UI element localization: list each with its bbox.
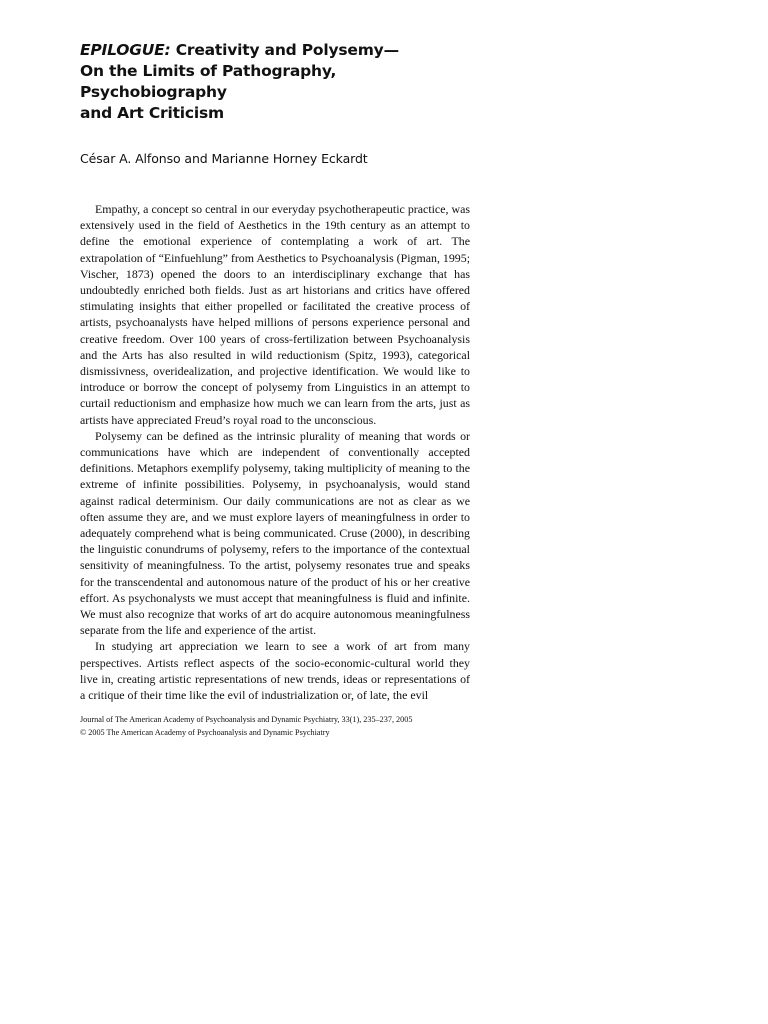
paragraph-art-appreciation: In studying art appreciation we learn to see a work of art from many perspectives. Artists reflect aspects of the socio-economic-cultural world they live in, creating artistic representations of new trends, ideas or representations of a critique of their time like the evil of industrialization or, of late, the evil: [80, 639, 470, 703]
title-line-2: On the Limits of Pathography, Psychobiography: [80, 62, 337, 101]
article-page: [80, 40, 470, 703]
article-authors: César A. Alfonso and Marianne Horney Eckardt: [80, 151, 368, 166]
paragraph-polysemy: Polysemy can be defined as the intrinsic plurality of meaning that words or communications have which are independent of conventionally accepted definitions. Metaphors exemplify polysemy, taking multiplicity of meaning to the extreme of infinite possibilities. Polysemy, in psychoanalysis, would stand against radical determinism. Our daily communications are not as clear as we often assume they are, and we must explore layers of meaningfulness in order to adequately comprehend what is being communicated. Cruse (2000), in describing the linguistic conundrums of polysemy, refers to the importance of the contextual sensitivity of meaningfulness. To the artist, polysemy resonates true and speaks for the transcendental and autonomous nature of the product of his or her creative effort. As psychonalysts we must accept that meaningfulness is fluid and infinite. We must also recognize that works of art do acquire autonomous meaningfulness separate from the life and experience of the artist.: [80, 428, 470, 638]
title-line-3: and Art Criticism: [80, 104, 224, 122]
article-body: [80, 201, 470, 703]
title-line-1: Creativity and Polysemy—: [175, 41, 399, 59]
copyright-notice: © 2005 The American Academy of Psychoanalysis and Dynamic Psychiatry: [80, 727, 330, 737]
journal-citation: Journal of The American Academy of Psychoanalysis and Dynamic Psychiatry, 33(1), 235–237, 2005: [80, 715, 413, 724]
paragraph-empathy: Empathy, a concept so central in our everyday psychotherapeutic practice, was extensively used in the field of Aesthetics in the 19th century as an attempt to define the emotional experience of contemplating a work of art. The extrapolation of “Einfuehlung” from Aesthetics to Psychoanalysis (Pigman, 1995; Vischer, 1873) opened the doors to an interdisciplinary exchange that has undoubtedly enriched both fields. Just as art historians and critics have offered stimulating insights that either propelled or facilitated the creative process of artists, psychoanalysts have helped millions of persons experience personal and creative freedom. Over 100 years of cross-fertilization between Psychoanalysis and the Arts has also resulted in wild reductionism (Spitz, 1993), categorical dismissivness, overidealization, and projective identification. We would like to introduce or borrow the concept of polysemy from Linguistics in an attempt to curtail reductionism and emphasize how much we can learn from the arts, just as artists have appreciated Freud’s royal road to the unconscious.: [80, 202, 471, 427]
article-title: [80, 40, 470, 124]
title-epilogue-label: EPILOGUE:: [80, 41, 171, 59]
page-footer: [80, 714, 480, 739]
